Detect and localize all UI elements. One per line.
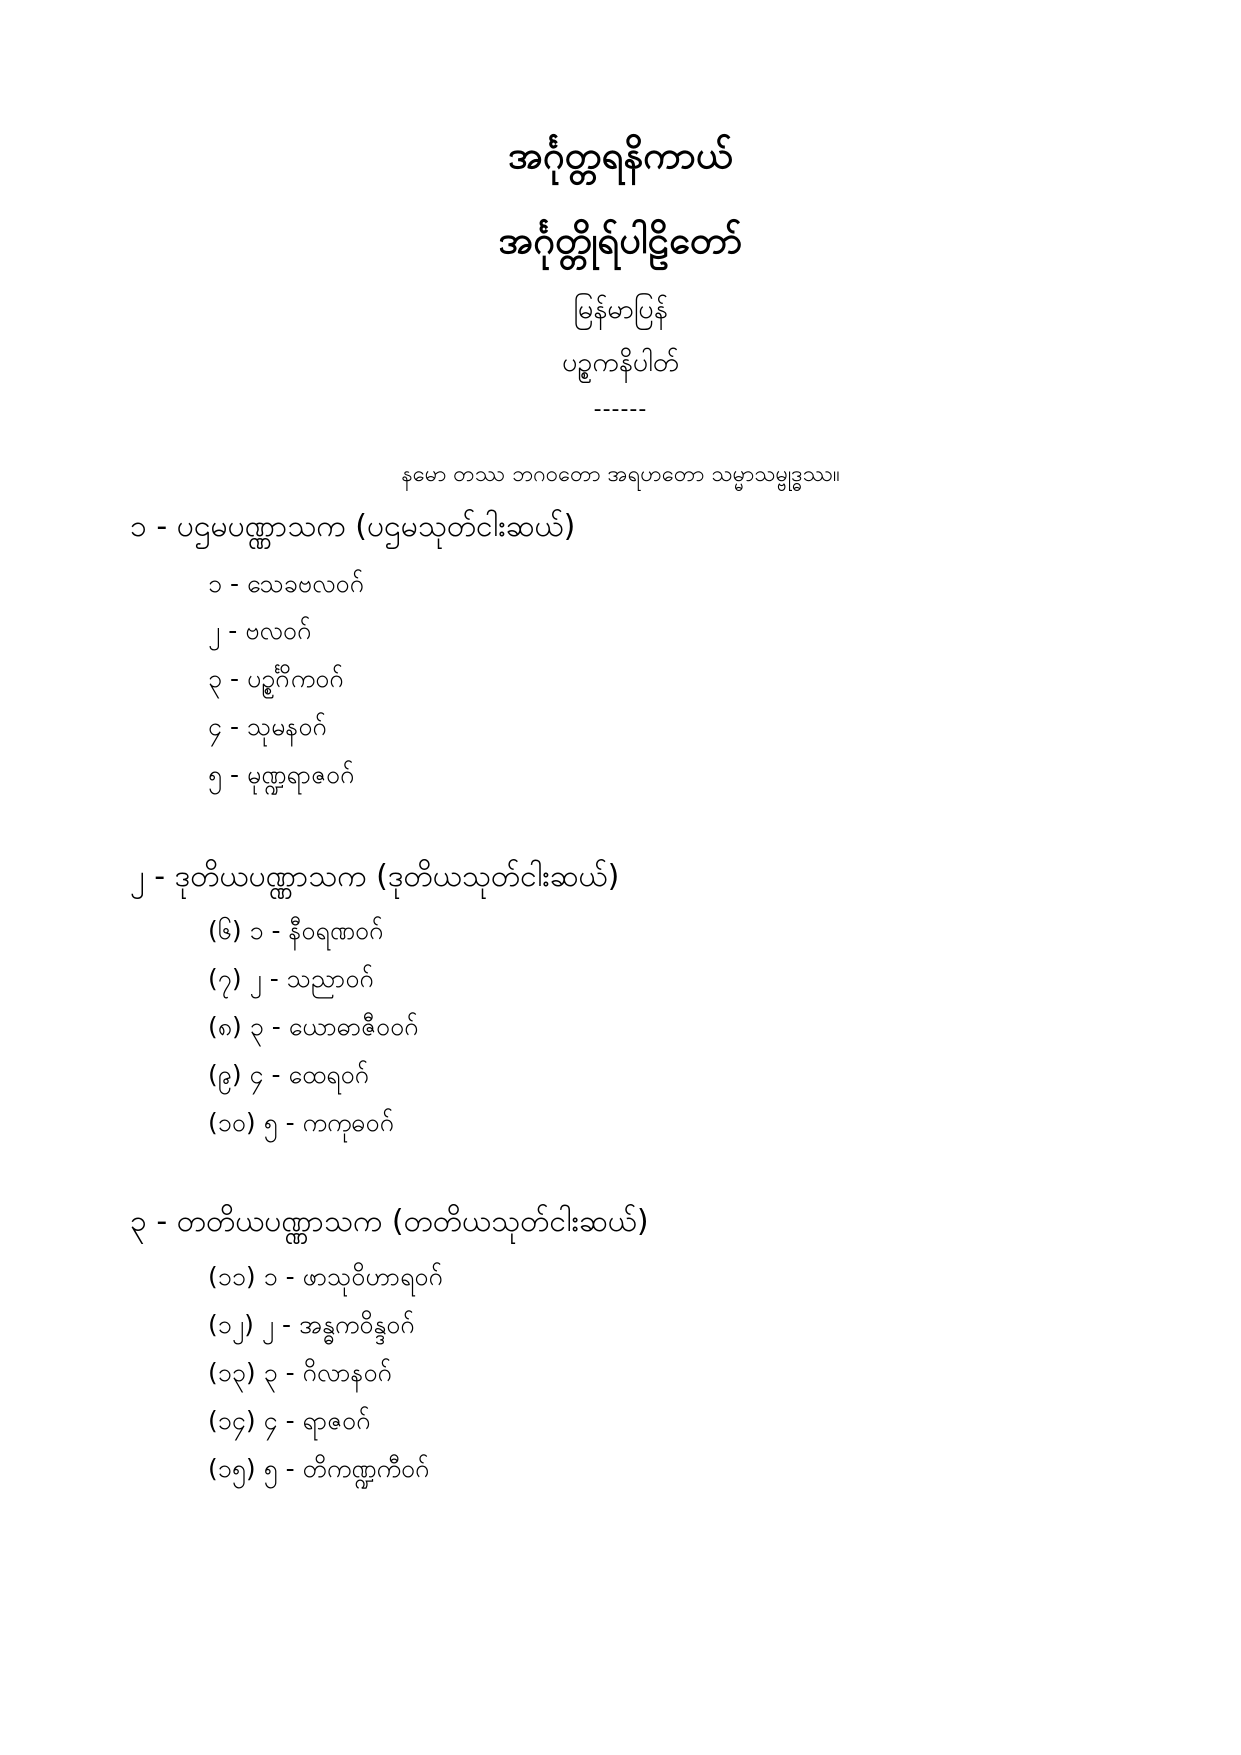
toc-item: (၈) ၃ - ယောဓာဇီဝဝဂ် [208, 1012, 419, 1041]
toc-item: (၇) ၂ - သညာဝဂ် [208, 964, 374, 993]
toc-item: ၁ - သေခဗလဝဂ် [208, 569, 364, 598]
document-subtitle-pali: အင်္ဂုတ္တိုရ်ပါဠိတော် [498, 218, 743, 262]
toc-item: ၃ - ပဉ္စင်္ဂိကဝဂ် [208, 664, 344, 693]
toc-item: ၅ - မုဏ္ဍရာဇဝဂ် [208, 760, 355, 789]
separator: ------ [593, 397, 648, 422]
toc-item: (၁၄) ၄ - ရာဇဝဂ် [208, 1406, 371, 1435]
translation-label: မြန်မာပြန် [573, 294, 668, 325]
toc-item: (၉) ၄ - ထေရဝဂ် [208, 1060, 369, 1089]
toc-item: ၄ - သုမနဝဂ် [208, 712, 327, 741]
toc-item: (၆) ၁ - နီဝရဏဝဂ် [208, 916, 384, 945]
section-heading-2: ၂ - ဒုတိယပဏ္ဏာသက (ဒုတိယသုတ်ငါးဆယ်) [130, 859, 620, 894]
namo-invocation: နမော တဿ ဘဂဝတော အရဟတော သမ္မာသမ္ဗုဒ္ဓဿ။ [401, 462, 840, 487]
toc-item: (၁၁) ၁ - ဖာသုဝိဟာရဝဂ် [208, 1262, 443, 1291]
toc-item: (၁၃) ၃ - ဂိလာနဝဂ် [208, 1358, 392, 1387]
document-title: အင်္ဂုတ္တရနိကာယ် [508, 133, 733, 177]
section-heading-3: ၃ - တတိယပဏ္ဏာသက (တတိယသုတ်ငါးဆယ်) [130, 1204, 649, 1239]
nipata-label: ပဉ္စကနိပါတ် [561, 347, 680, 378]
toc-item: ၂ - ဗလဝဂ် [208, 616, 312, 645]
toc-item: (၁၅) ၅ - တိကဏ္ဍကီဝဂ် [208, 1454, 430, 1483]
toc-item: (၁၂) ၂ - အန္ဓကဝိန္ဒဝဂ် [208, 1310, 415, 1339]
section-heading-1: ၁ - ပဌမပဏ္ဏာသက (ပဌမသုတ်ငါးဆယ်) [130, 509, 576, 544]
toc-item: (၁၀) ၅ - ကကုဓဝဂ် [208, 1108, 394, 1137]
